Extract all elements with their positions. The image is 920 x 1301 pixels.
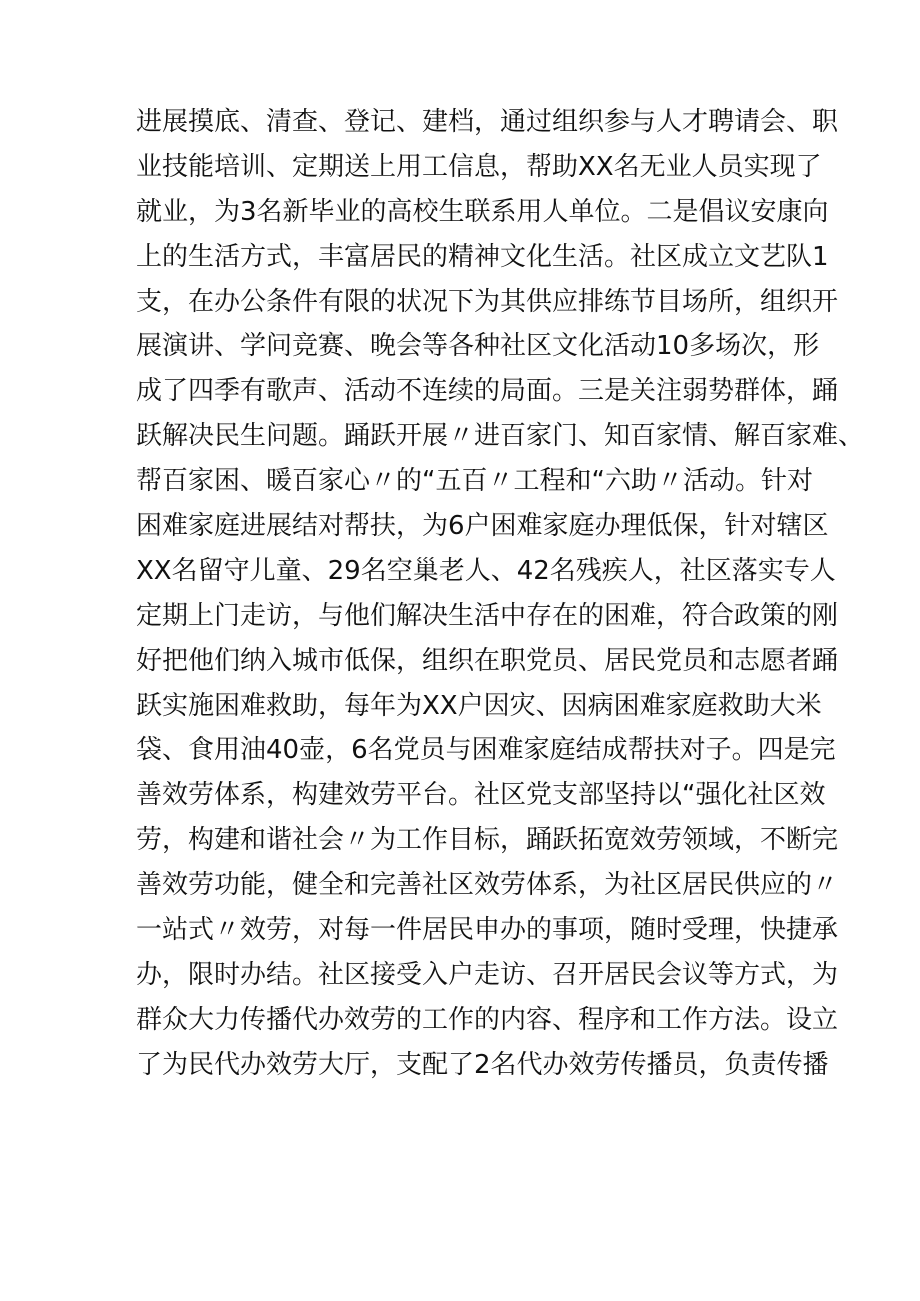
text-line: 了为民代办效劳大厅，支配了2名代办效劳传播员，负责传播 (136, 1049, 829, 1080)
body-text (136, 100, 865, 1088)
text-line: 进展摸底、清查、登记、建档，通过组织参与人才聘请会、职 (136, 107, 839, 137)
text-line: 定期上门走访，与他们解决生活中存在的困难，符合政策的刚 (136, 600, 839, 631)
text-line: 上的生活方式，丰富居民的精神文化生活。社区成立文艺队1 (136, 241, 829, 272)
text-line: 成了四季有歌声、活动不连续的局面。三是关注弱势群体，踊 (136, 376, 839, 407)
text-line: 就业，为3名新毕业的高校生联系用人单位。二是倡议安康向 (136, 196, 829, 227)
text-line: 办，限时办结。社区接受入户走访、召开居民会议等方式，为 (136, 959, 839, 990)
text-line: 善效劳体系，构建效劳平台。社区党支部坚持以“强化社区效 (136, 780, 826, 811)
text-line: 群众大力传播代办效劳的工作的内容、程序和工作方法。设立 (136, 1004, 839, 1035)
text-line: XX名留守儿童、29名空巢老人、42名残疾人，社区落实专人 (136, 555, 836, 586)
text-line: 业技能培训、定期送上用工信息，帮助XX名无业人员实现了 (136, 151, 822, 182)
text-line: 跃实施困难救助，每年为XX户因灾、因病困难家庭救助大米 (136, 690, 822, 721)
text-line: 劳，构建和谐社会〃为工作目标，踊跃拓宽效劳领域，不断完 (136, 825, 839, 856)
text-line: 袋、食用油40壶，6名党员与困难家庭结成帮扶对子。四是完 (136, 735, 836, 766)
text-line: 困难家庭进展结对帮扶，为6户困难家庭办理低保，针对辖区 (136, 511, 829, 542)
text-line: 好把他们纳入城市低保，组织在职党员、居民党员和志愿者踊 (136, 645, 839, 676)
text-line: 一站式〃效劳，对每一件居民申办的事项，随时受理，快捷承 (136, 915, 839, 946)
text-line: 支，在办公条件有限的状况下为其供应排练节目场所，组织开 (136, 286, 839, 317)
text-line: 跃解决民生问题。踊跃开展〃进百家门、知百家情、解百家难、 (136, 421, 865, 452)
text-line: 帮百家困、暖百家心〃的“五百〃工程和“六助〃活动。针对 (136, 466, 813, 497)
text-line: 展演讲、学问竞赛、晚会等各种社区文化活动10多场次，形 (136, 331, 820, 362)
text-line: 善效劳功能，健全和完善社区效劳体系，为社区居民供应的〃 (136, 870, 839, 901)
